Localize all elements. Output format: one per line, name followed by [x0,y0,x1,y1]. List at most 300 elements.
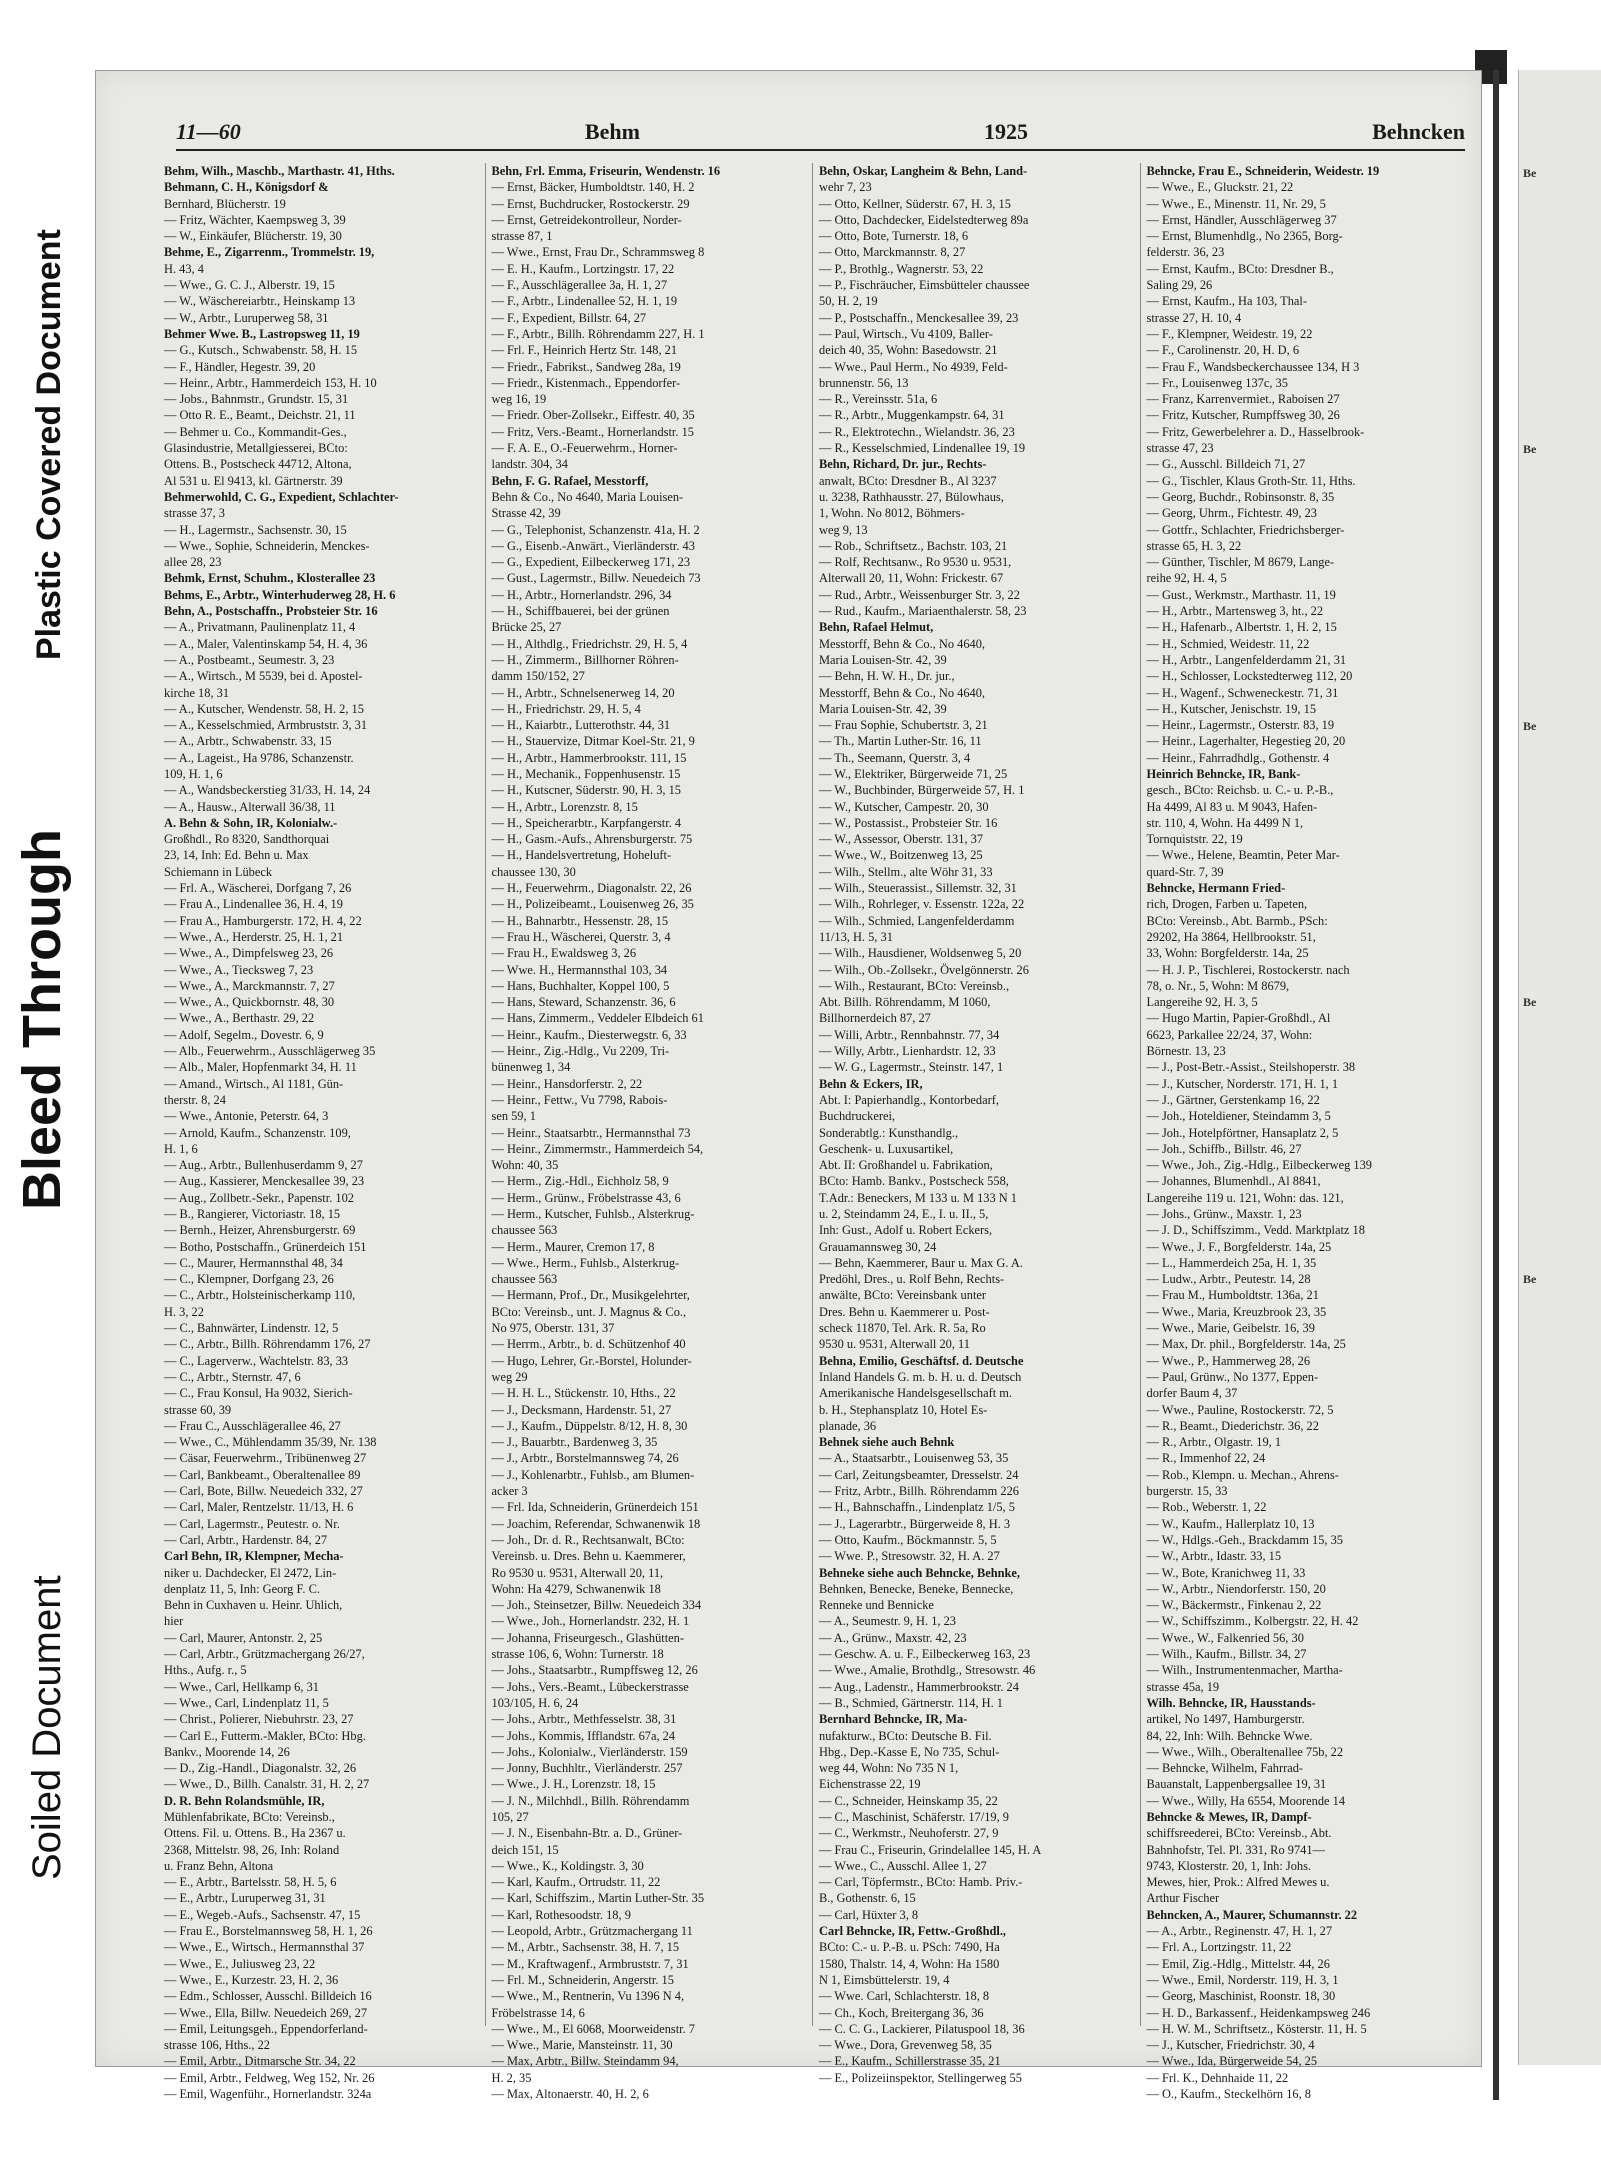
directory-entry: — C., Werkmstr., Neuhoferstr. 27, 9 [819,1826,999,1841]
directory-entry: Behn, Rafael Helmut, [819,620,934,635]
directory-entry: Bauanstalt, Lappenbergsallee 19, 31 [1146,1777,1327,1792]
directory-entry: — H., Kutscner, Süderstr. 90, H. 3, 15 [491,783,681,798]
directory-entry: — A., Arbtr., Schwabenstr. 33, 15 [164,734,332,749]
directory-entry: — C., Klempner, Dorfgang 23, 26 [164,1272,334,1287]
directory-entry: — Frl. A., Lortzingstr. 11, 22 [1146,1940,1292,1955]
directory-entry: — R., Beamt., Diederichstr. 36, 22 [1146,1418,1319,1433]
directory-entry: — Wwe., Paul Herm., No 4939, Feld- [819,359,1008,374]
directory-entry: Mewes, hier, Prok.: Alfred Mewes u. [1146,1875,1330,1890]
directory-entry: Behnek siehe auch Behnk [819,1435,955,1450]
directory-entry: — Johs., Grünw., Maxstr. 1, 23 [1146,1207,1302,1221]
directory-entry: — Fritz, Wächter, Kaempsweg 3, 39 [164,212,346,227]
side-label-soiled: Soiled Document [25,1575,69,1880]
directory-entry: — Ernst, Blumenhdlg., No 2365, Borg- [1146,229,1343,244]
directory-entry: — H., Handelsvertretung, Hoheluft- [491,848,672,863]
directory-entry: — E., Polizeiinspektor, Stellingerweg 55 [819,2070,1022,2085]
directory-entry: chaussee 563 [491,1272,558,1287]
directory-entry: — E., Kaufm., Schillerstrasse 35, 21 [819,2054,1001,2069]
directory-entry: — Aug., Zollbetr.-Sekr., Papenstr. 102 [164,1190,354,1205]
directory-entry: — A., Seumestr. 9, H. 1, 23 [819,1614,956,1629]
bleed-line [1493,70,1499,2100]
directory-entry: Bernhard Behncke, IR, Ma- [819,1712,968,1727]
directory-entry: — W., Postassist., Probsteier Str. 16 [819,815,998,830]
directory-entry: therstr. 8, 24 [164,1092,226,1107]
directory-entry: Behm, Wilh., Maschb., Marthastr. 41, Hths. [164,164,395,178]
directory-entry: 29202, Ha 3864, Hellbrookstr. 51, [1146,929,1316,944]
directory-entry: — Georg, Maschinist, Roonstr. 18, 30 [1146,1989,1336,2004]
header-left-name: Behm [584,119,640,144]
directory-entry: allee 28, 23 [164,555,222,570]
directory-entry: — Frl. Ida, Schneiderin, Grünerdeich 151 [491,1500,699,1515]
directory-entry: 33, Wohn: Borgfelderstr. 14a, 25 [1146,946,1309,961]
directory-entry: Tornquiststr. 22, 19 [1146,832,1243,847]
directory-entry: — H., Arbtr., Langenfelderdamm 21, 31 [1146,652,1347,667]
directory-entry: — Wwe., Ida, Bürgerweide 54, 25 [1146,2054,1318,2069]
directory-entry: — Fritz, Kutscher, Rumpffsweg 30, 26 [1146,408,1340,423]
directory-entry: wehr 7, 23 [819,180,872,195]
directory-entry: — Hugo Martin, Papier-Großhdl., Al [1146,1011,1331,1026]
directory-entry: A. Behn & Sohn, IR, Kolonialw.- [164,815,338,830]
directory-entry: — B., Rangierer, Victoriastr. 18, 15 [164,1207,341,1221]
directory-entry: gesch., BCto: Reichsb. u. C.- u. P.-B., [1146,783,1334,798]
directory-entry: — Wwe., Amalie, Brothdlg., Stresowstr. 46 [819,1663,1036,1678]
directory-entry: — Emil, Arbtr., Ditmarsche Str. 34, 22 [164,2054,356,2069]
directory-entry: — Wilh., Restaurant, BCto: Vereinsb., [819,978,1010,993]
directory-entry: Geschenk- u. Luxusartikel, [819,1141,954,1156]
directory-entry: — Joh., Steinsetzer, Billw. Neuedeich 334 [491,1598,702,1613]
directory-entry: — Carl, Arbtr., Hardenstr. 84, 27 [164,1532,328,1547]
directory-entry: — Otto, Dachdecker, Eidelstedterweg 89a [819,212,1029,227]
directory-entry: — Joh., Dr. d. R., Rechtsanwalt, BCto: [491,1532,685,1547]
directory-entry: — H., Kaiarbtr., Lutterothstr. 44, 31 [491,718,671,733]
directory-entry: — H. D., Barkassenf., Heidenkampsweg 246 [1146,2005,1371,2020]
directory-entry: Brücke 25, 27 [491,620,562,635]
directory-entry: Eichenstrasse 22, 19 [819,1777,921,1792]
directory-entry: — H., Arbtr., Hammerbrookstr. 111, 15 [491,750,687,765]
directory-entry: Billhornerdeich 87, 27 [819,1011,931,1026]
header-right-name: Behncken [1372,119,1465,144]
directory-entry: Behme, E., Zigarrenm., Trommelstr. 19, [164,245,375,260]
directory-entry: Börnestr. 13, 23 [1146,1044,1226,1059]
directory-entry: — J., Kutscher, Norderstr. 171, H. 1, 1 [1146,1076,1339,1091]
directory-entry: burgerstr. 15, 33 [1146,1484,1228,1499]
directory-entry: — Leopold, Arbtr., Grützmachergang 11 [491,1924,693,1939]
directory-entry: — Heinr., Lagermstr., Osterstr. 83, 19 [1146,718,1335,733]
directory-entry: — C., Arbtr., Holsteinischerkamp 110, [164,1288,356,1303]
directory-entry: Behn & Co., No 4640, Maria Louisen- [491,489,684,504]
directory-entry: — Karl, Rothesoodstr. 18, 9 [491,1907,631,1922]
directory-entry: b. H., Stephansplatz 10, Hotel Es- [819,1402,988,1417]
directory-entry: — J. N., Eisenbahn-Btr. a. D., Grüner- [491,1826,683,1841]
directory-entry: — Carl, Arbtr., Grützmachergang 26/27, [164,1647,365,1662]
directory-entry: — Hans, Buchhalter, Koppel 100, 5 [491,978,670,993]
directory-entry: — Heinr., Fettw., Vu 7798, Rabois- [491,1092,668,1107]
directory-entry: — Wwe., Joh., Hornerlandstr. 232, H. 1 [491,1614,690,1629]
directory-entry: — W., Kutscher, Campestr. 20, 30 [819,799,989,814]
directory-entry: — Fr., Louisenweg 137c, 35 [1146,375,1288,390]
directory-entry: acker 3 [491,1484,528,1499]
directory-entry: — Heinr., Kaufm., Diesterwegstr. 6, 33 [491,1027,687,1042]
directory-entry: — C., Schneider, Heinskamp 35, 22 [819,1793,998,1808]
directory-entry: — W., Buchbinder, Bürgerweide 57, H. 1 [819,783,1025,798]
directory-entry: — Botho, Postschaffn., Grünerdeich 151 [164,1239,367,1254]
directory-entry: Wilh. Behncke, IR, Hausstands- [1146,1695,1316,1710]
directory-entry: — H., Friedrichstr. 29, H. 5, 4 [491,701,641,716]
directory-entry: — W., Elektriker, Bürgerweide 71, 25 [819,766,1008,781]
directory-entry: Behn, F. G. Rafael, Messtorff, [491,473,649,488]
directory-entry: BCto: Vereinsb., Abt. Barmb., PSch: [1146,913,1328,928]
directory-entry: Bahnhofstr, Tel. Pl. 331, Ro 9741— [1146,1842,1325,1857]
directory-entry: — Frau C., Ausschlägerallee 46, 27 [164,1418,341,1433]
directory-entry: 9743, Klosterstr. 20, 1, Inh: Johs. [1146,1858,1312,1873]
directory-entry: weg 16, 19 [491,392,547,407]
directory-entry: scheck 11870, Tel. Ark. R. 5a, Ro [819,1321,986,1336]
directory-entry: — Alb., Feuerwehrm., Ausschlägerweg 35 [164,1044,376,1059]
directory-entry: — E., Arbtr., Luruperweg 31, 31 [164,1891,326,1906]
directory-entry: — P., Fischräucher, Eimsbütteler chaussee [819,278,1030,293]
directory-entry: — W., Arbtr., Niendorferstr. 150, 20 [1146,1581,1326,1596]
directory-entry: — W., Arbtr., Idastr. 33, 15 [1146,1549,1282,1564]
directory-entry: — Wwe., Antonie, Peterstr. 64, 3 [164,1109,329,1124]
directory-entry: — Aug., Arbtr., Bullenhuserdamm 9, 27 [164,1158,363,1173]
directory-entry: — A., Staatsarbtr., Louisenweg 53, 35 [819,1451,1009,1466]
next-page-stub: Be [1523,166,1537,180]
directory-entry: — Friedr., Fabrikst., Sandweg 28a, 19 [491,359,681,374]
directory-entry: — C., Maurer, Hermannsthal 48, 34 [164,1255,343,1270]
directory-entry: — Rob., Schriftsetz., Bachstr. 103, 21 [819,538,1008,553]
directory-entry: — C., Bahnwärter, Lindenstr. 12, 5 [164,1321,339,1336]
directory-entry: Strasse 42, 39 [491,506,561,521]
directory-entry: Abt. I: Papierhandlg., Kontorbedarf, [819,1092,999,1107]
directory-entry: — Max, Altonaerstr. 40, H. 2, 6 [491,2087,649,2102]
directory-entry: — Wilh., Stellm., alte Wöhr 31, 33 [819,864,993,879]
directory-entry: bünenweg 1, 34 [491,1060,571,1075]
directory-entry: — H., Bahnschaffn., Lindenplatz 1/5, 5 [819,1500,1015,1515]
directory-entry: — A., Maler, Valentinskamp 54, H. 4, 36 [164,636,368,651]
directory-entry: planade, 36 [819,1418,877,1433]
directory-entry: Al 531 u. El 9413, kl. Gärtnerstr. 39 [164,473,343,488]
directory-entry: — J., Kaufm., Düppelstr. 8/12, H. 8, 30 [491,1418,688,1433]
directory-entry: landstr. 304, 34 [491,457,568,472]
directory-entry: — Wwe., E., Wirtsch., Hermannsthal 37 [164,1940,365,1955]
directory-entry: — Wwe., J. H., Lorenzstr. 18, 15 [491,1777,656,1792]
directory-entry: — H., Arbtr., Hornerlandstr. 296, 34 [491,587,672,602]
directory-entry: — Behn, H. W. H., Dr. jur., [819,669,955,684]
directory-entry: strasse 87, 1 [491,229,553,244]
directory-entry: — Behncke, Wilhelm, Fahrrad- [1146,1761,1304,1776]
directory-entry: anwalt, BCto: Dresdner B., Al 3237 [819,473,997,488]
directory-entry: — F., Klempner, Weidestr. 19, 22 [1146,326,1313,341]
header-year: 1925 [983,119,1028,144]
directory-entry: — W., Einkäufer, Blücherstr. 19, 30 [164,229,342,244]
directory-entry: Behn, Frl. Emma, Friseurin, Wendenstr. 16 [491,164,721,178]
directory-entry: — A., Lageist., Ha 9786, Schanzenstr. [164,750,354,765]
directory-entry: — Wwe., G. C. J., Alberstr. 19, 15 [164,278,335,293]
directory-entry: — G., Expedient, Eilbeckerweg 171, 23 [491,555,691,570]
directory-entry: — W., Hdlgs.-Geh., Brackdamm 15, 35 [1146,1532,1344,1547]
directory-entry: chaussee 130, 30 [491,864,576,879]
directory-entry: — Karl, Schiffszim., Martin Luther-Str. 35 [491,1891,705,1906]
directory-entry: — J., Post-Betr.-Assist., Steilshoperstr. 38 [1146,1060,1356,1075]
directory-entry: — Arnold, Kaufm., Schanzenstr. 109, [164,1125,351,1140]
directory-entry: 11/13, H. 5, 31 [819,929,893,944]
directory-entry: — Wwe. H., Hermannsthal 103, 34 [491,962,668,977]
directory-entry: — Rob., Klempn. u. Mechan., Ahrens- [1146,1467,1339,1482]
directory-entry: — Wwe., A., Quickbornstr. 48, 30 [164,995,335,1010]
directory-entry: strasse 60, 39 [164,1402,232,1417]
directory-entry: — Georg, Uhrm., Fichtestr. 49, 23 [1146,506,1317,521]
directory-entry: Carl Behn, IR, Klempner, Mecha- [164,1549,344,1564]
directory-entry: — Amand., Wirtsch., Al 1181, Gün- [164,1076,344,1091]
directory-entry: — Wwe., D., Billh. Canalstr. 31, H. 2, 27 [164,1777,370,1792]
directory-entry: — Rud., Kaufm., Mariaenthalerstr. 58, 23 [819,604,1027,619]
directory-entry: Abt. Billh. Röhrendamm, M 1060, [819,995,991,1010]
directory-entry: — F., Expedient, Billstr. 64, 27 [491,310,647,325]
directory-entry: — A., Postbeamt., Seumestr. 3, 23 [164,652,335,667]
directory-entry: — Carl, Bankbeamt., Oberaltenallee 89 [164,1467,361,1482]
directory-entry: Dres. Behn u. Kaemmerer u. Post- [819,1304,990,1319]
directory-entry: — Wwe., Ernst, Frau Dr., Schrammsweg 8 [491,245,705,260]
directory-entry: Maria Louisen-Str. 42, 39 [819,701,947,716]
directory-entry: — J., Decksmann, Hardenstr. 51, 27 [491,1402,672,1417]
directory-entry: — C., Maschinist, Schäferstr. 17/19, 9 [819,1809,1009,1824]
directory-entry: — G., Ausschl. Billdeich 71, 27 [1146,457,1306,472]
directory-entry: — Wwe., A., Marckmannstr. 7, 27 [164,978,335,993]
directory-entry: — Joh., Schiffb., Billstr. 46, 27 [1146,1141,1302,1156]
directory-entry: — J. N., Milchhdl., Billh. Röhrendamm [491,1793,690,1808]
directory-entry: — Wwe., Carl, Hellkamp 6, 31 [164,1679,319,1694]
directory-entry: — Bernh., Heizer, Ahrensburgerstr. 69 [164,1223,356,1238]
directory-entry: — Wwe., E., Minenstr. 11, Nr. 29, 5 [1146,196,1326,211]
directory-entry: BCto: C.- u. P.-B. u. PSch: 7490, Ha [819,1940,1000,1955]
directory-entry: — Fritz, Vers.-Beamt., Hornerlandstr. 15 [491,424,694,439]
directory-entry: — Carl, Töpfermstr., BCto: Hamb. Priv.- [819,1875,1023,1890]
directory-entry: — R., Immenhof 22, 24 [1146,1451,1266,1466]
directory-entry: — Paul, Wirtsch., Vu 4109, Baller- [819,326,993,341]
directory-entry: — J., Arbtr., Borstelmannsweg 74, 26 [491,1451,679,1466]
directory-entry: — Georg, Buchdr., Robinsonstr. 8, 35 [1146,489,1335,504]
directory-entry: — Aug., Ladenstr., Hammerbrookstr. 24 [819,1679,1019,1694]
directory-entry: — G., Kutsch., Schwabenstr. 58, H. 15 [164,343,358,358]
directory-entry: — F., Arbtr., Billh. Röhrendamm 227, H. 1 [491,326,705,341]
directory-entry: — Gottfr., Schlachter, Friedrichsberger- [1146,522,1345,537]
directory-entry: — A., Kesselschmied, Armbruststr. 3, 31 [164,718,368,733]
directory-entry: — Otto, Bote, Turnerstr. 18, 6 [819,229,969,244]
directory-entry: — Wilh., Hausdiener, Woldsenweg 5, 20 [819,946,1022,961]
directory-entry: Glasindustrie, Metallgiesserei, BCto: [164,441,348,456]
directory-entry: Bernhard, Blücherstr. 19 [164,196,286,211]
directory-entry: 105, 27 [491,1809,529,1824]
directory-entry: — Friedr. Ober-Zollsekr., Eiffestr. 40, 35 [491,408,695,423]
directory-entry: 2368, Mittelstr. 98, 26, Inh: Roland [164,1842,340,1857]
directory-entry: — Wwe., E., Kurzestr. 23, H. 2, 36 [164,1972,339,1987]
directory-entry: — G., Telephonist, Schanzenstr. 41a, H. 2 [491,522,700,537]
directory-entry: — A., Arbtr., Reginenstr. 47, H. 1, 27 [1146,1924,1333,1939]
directory-entry: — Rob., Weberstr. 1, 22 [1146,1500,1267,1515]
column-3 [813,163,1141,2085]
directory-entry: — Fritz, Gewerbelehrer a. D., Hasselbrook- [1146,424,1365,439]
directory-entry: — H., Arbtr., Lorenzstr. 8, 15 [491,799,638,814]
directory-entry: Abt. II: Großhandel u. Fabrikation, [819,1158,993,1173]
directory-entry: Carl Behncke, IR, Fettw.-Großhdl., [819,1924,1007,1939]
directory-entry: BCto: Vereinsb., unt. J. Magnus & Co., [491,1304,687,1319]
directory-entry: — Behmer u. Co., Kommandit-Ges., [164,424,347,439]
directory-entry: hier [164,1614,184,1629]
directory-entry: Wohn: 40, 35 [491,1158,559,1173]
directory-entry: — F., Ausschlägerallee 3a, H. 1, 27 [491,278,668,293]
directory-entry: — Frau H., Wäscherei, Querstr. 3, 4 [491,929,671,944]
directory-entry: — Wwe., A., Herderstr. 25, H. 1, 21 [164,929,344,944]
directory-entry: — H., Polizeibeamt., Louisenweg 26, 35 [491,897,694,912]
directory-entry: strasse 106, 6, Wohn: Turnerstr. 18 [491,1647,664,1662]
directory-entry: — Carl, Hüxter 3, 8 [819,1907,919,1922]
directory-entry: — H., Hafenarb., Albertstr. 1, H. 2, 15 [1146,620,1337,635]
directory-entry: — P., Postschaffn., Menckesallee 39, 23 [819,310,1019,325]
directory-entry: — Frl. F., Heinrich Hertz Str. 148, 21 [491,343,678,358]
directory-entry: Mühlenfabrikate, BCto: Vereinsb., [164,1809,335,1824]
directory-entry: Behncke, Frau E., Schneiderin, Weidestr. 19 [1146,164,1380,178]
directory-entry: — H. J. P., Tischlerei, Rostockerstr. nach [1146,962,1350,977]
directory-entry: — F., Arbtr., Lindenallee 52, H. 1, 19 [491,294,678,309]
side-label-svg [14,120,74,1880]
directory-entry: — Jobs., Bahnmstr., Grundstr. 15, 31 [164,392,349,407]
directory-entry: — Gust., Werkmstr., Marthastr. 11, 19 [1146,587,1336,602]
directory-entry: — Otto, Marckmannstr. 8, 27 [819,245,966,260]
directory-entry: — Behn, Kaemmerer, Baur u. Max G. A. [819,1255,1023,1270]
directory-entry: — Max, Arbtr., Billw. Steindamm 94, [491,2054,679,2069]
directory-entry: — Friedr., Kistenmach., Eppendorfer- [491,375,681,390]
directory-entry: Behn & Eckers, IR, [819,1076,923,1091]
directory-entry: — H., Mechanik., Foppenhusenstr. 15 [491,766,681,781]
directory-entry: — Wwe., M., Rentnerin, Vu 1396 N 4, [491,1989,685,2004]
directory-entry: N 1, Eimsbüttelerstr. 19, 4 [819,1972,950,1987]
directory-entry: Großhdl., Ro 8320, Sandthorquai [164,832,330,847]
directory-entry: — H., Bahnarbtr., Hessenstr. 28, 15 [491,913,669,928]
directory-entry: Behn, A., Postschaffn., Probsteier Str. 16 [164,604,378,619]
directory-entry: — Hugo, Lehrer, Gr.-Borstel, Holunder- [491,1353,692,1368]
directory-entry: — Ernst, Bäcker, Humboldtstr. 140, H. 2 [491,180,695,195]
directory-entry: — H. W. M., Schriftsetz., Kösterstr. 11, H. 5 [1146,2021,1367,2036]
directory-entry: — Edm., Schlosser, Ausschl. Billdeich 16 [164,1989,372,2004]
next-page-stub: Be [1523,442,1537,457]
directory-entry: — Heinr., Fahrradhdlg., Gothenstr. 4 [1146,750,1330,765]
directory-entry: — W. G., Lagermstr., Steinstr. 147, 1 [819,1060,1004,1075]
directory-entry: niker u. Dachdecker, El 2472, Lin- [164,1565,337,1580]
directory-entry: — Herm., Maurer, Cremon 17, 8 [491,1239,655,1254]
column-2 [486,163,814,2102]
directory-entry: — Carl, Maurer, Antonstr. 2, 25 [164,1630,323,1645]
directory-entry: Predöhl, Dres., u. Rolf Behn, Rechts- [819,1272,1005,1287]
directory-entry: weg 44, Wohn: No 735 N 1, [819,1761,959,1776]
directory-entry: 1, Wohn. No 8012, Böhmers- [819,506,965,521]
directory-entry: — W., Bote, Kranichweg 11, 33 [1146,1565,1306,1580]
directory-entry: — Wwe., M., El 6068, Moorweidenstr. 7 [491,2021,696,2036]
directory-entry: Inland Handels G. m. b. H. u. d. Deutsch [819,1369,1022,1384]
directory-entry: strasse 47, 23 [1146,441,1214,456]
directory-entry: — Alb., Maler, Hopfenmarkt 34, H. 11 [164,1060,357,1075]
directory-entry: — Th., Martin Luther-Str. 16, 11 [819,734,982,749]
directory-entry: 109, H. 1, 6 [164,766,223,781]
directory-entry: 9530 u. 9531, Alterwall 20, 11 [819,1337,970,1352]
directory-entry: Behn, Richard, Dr. jur., Rechts- [819,457,987,472]
directory-entry: — Heinr., Hansdorferstr. 2, 22 [491,1076,643,1091]
directory-entry: — Gust., Lagermstr., Billw. Neuedeich 73 [491,571,701,586]
directory-entry: schiffsreederei, BCto: Vereinsb., Abt. [1146,1826,1332,1841]
directory-entry: — Wwe., K., Koldingstr. 3, 30 [491,1858,644,1873]
directory-entry: Hbg., Dep.-Kasse E, No 735, Schul- [819,1744,1000,1759]
directory-entry: — Frau M., Humboldtstr. 136a, 21 [1146,1288,1319,1303]
directory-entry: Behms, E., Arbtr., Winterhuderweg 28, H. 6 [164,587,396,602]
directory-entry: — Wwe., P., Hammerweg 28, 26 [1146,1353,1311,1368]
directory-entry: Ottens. Fil. u. Ottens. B., Ha 2367 u. [164,1826,346,1841]
columns [158,163,1467,2102]
directory-entry: — R., Arbtr., Muggenkampstr. 64, 31 [819,408,1005,423]
directory-entry: reihe 92, H. 4, 5 [1146,571,1227,586]
directory-entry: — Wwe., Marie, Mansteinstr. 11, 30 [491,2038,673,2053]
directory-entry: — Ch., Koch, Breitergang 36, 36 [819,2005,984,2020]
directory-entry: Fröbelstrasse 14, 6 [491,2005,585,2020]
directory-entry: — E. H., Kaufm., Lortzingstr. 17, 22 [491,261,675,276]
directory-entry: — W., Kaufm., Hallerplatz 10, 13 [1146,1516,1315,1531]
directory-entry: strasse 27, H. 10, 4 [1146,310,1242,325]
directory-entry: rich, Drogen, Farben u. Tapeten, [1146,897,1308,912]
directory-entry: — Frl. K., Dehnhaide 11, 22 [1146,2070,1289,2085]
directory-entry: — Frau C., Friseurin, Grindelallee 145, H. A [819,1842,1042,1857]
directory-entry: — J., Lagerarbtr., Bürgerweide 8, H. 3 [819,1516,1011,1531]
directory-entry: Sonderabtlg.: Kunsthandlg., [819,1125,959,1140]
directory-entry: — H., Stauervize, Ditmar Koel-Str. 21, 9 [491,734,695,749]
directory-entry: strasse 37, 3 [164,506,225,521]
directory-entry: Behncken, A., Maurer, Schumannstr. 22 [1146,1907,1358,1922]
directory-entry: — A., Wirtsch., M 5539, bei d. Apostel- [164,669,363,684]
next-page-stub: Be [1523,718,1537,733]
directory-entry: sen 59, 1 [491,1109,536,1124]
directory-entry: — Carl E., Futterm.-Makler, BCto: Hbg. [164,1728,366,1743]
directory-entry: — Joh., Hoteldiener, Steindamm 3, 5 [1146,1109,1331,1124]
directory-entry: — Wwe., Ella, Billw. Neuedeich 269, 27 [164,2005,368,2020]
directory-entry: — Otto, Kaufm., Böckmannstr. 5, 5 [819,1532,997,1547]
next-page-stub: Be [1523,995,1537,1010]
directory-entry: — H., Schlosser, Lockstedterweg 112, 20 [1146,669,1353,684]
directory-entry: — Christ., Polierer, Niebuhrstr. 23, 27 [164,1712,354,1727]
directory-entry: Amerikanische Handelsgesellschaft m. [819,1386,1013,1401]
directory-entry: — Emil, Zig.-Hdlg., Mittelstr. 44, 26 [1146,1956,1330,1971]
directory-entry: — Wwe., Joh., Zig.-Hdlg., Eilbeckerweg 139 [1146,1158,1373,1173]
directory-entry: — Johs., Staatsarbtr., Rumpffsweg 12, 26 [491,1663,698,1678]
directory-entry: — Herm., Grünw., Fröbelstrasse 43, 6 [491,1190,681,1205]
directory-entry: H. 2, 35 [491,2070,532,2085]
directory-entry: Renneke und Bennicke [819,1598,934,1613]
directory-entry: Alterwall 20, 11, Wohn: Frickestr. 67 [819,571,1004,586]
directory-entry: Behncke & Mewes, IR, Dampf- [1146,1809,1312,1824]
directory-entry: — A., Hausw., Alterwall 36/38, 11 [164,799,336,814]
directory-entry: — Hans, Zimmerm., Veddeler Elbdeich 61 [491,1011,704,1026]
directory-entry: — Carl, Lagermstr., Peutestr. o. Nr. [164,1516,340,1531]
directory-entry: Behn, Oskar, Langheim & Behn, Land- [819,164,1028,178]
directory-entry: — Wwe., C., Mühlendamm 35/39, Nr. 138 [164,1435,377,1450]
directory-entry: — Frau H., Ewaldsweg 3, 26 [491,946,637,961]
directory-entry: — Heinr., Lagerhalter, Hegestieg 20, 20 [1146,734,1346,749]
directory-entry: — Franz, Karrenvermiet., Raboisen 27 [1146,392,1340,407]
directory-entry: — H., Schmied, Weidestr. 11, 22 [1146,636,1310,651]
directory-entry: — W., Bäckermstr., Finkenau 2, 22 [1146,1598,1322,1613]
directory-entry: Ha 4499, Al 83 u. M 9043, Hafen- [1146,799,1318,814]
directory-entry: — H., Arbtr., Martensweg 3, ht., 22 [1146,604,1324,619]
directory-entry: — Karl, Kaufm., Ortrudstr. 11, 22 [491,1875,661,1890]
directory-entry: — Frau A., Hamburgerstr. 172, H. 4, 22 [164,913,362,928]
directory-entry: — Joh., Hotelpförtner, Hansaplatz 2, 5 [1146,1125,1339,1140]
next-page-stub-list [1519,70,1601,1287]
